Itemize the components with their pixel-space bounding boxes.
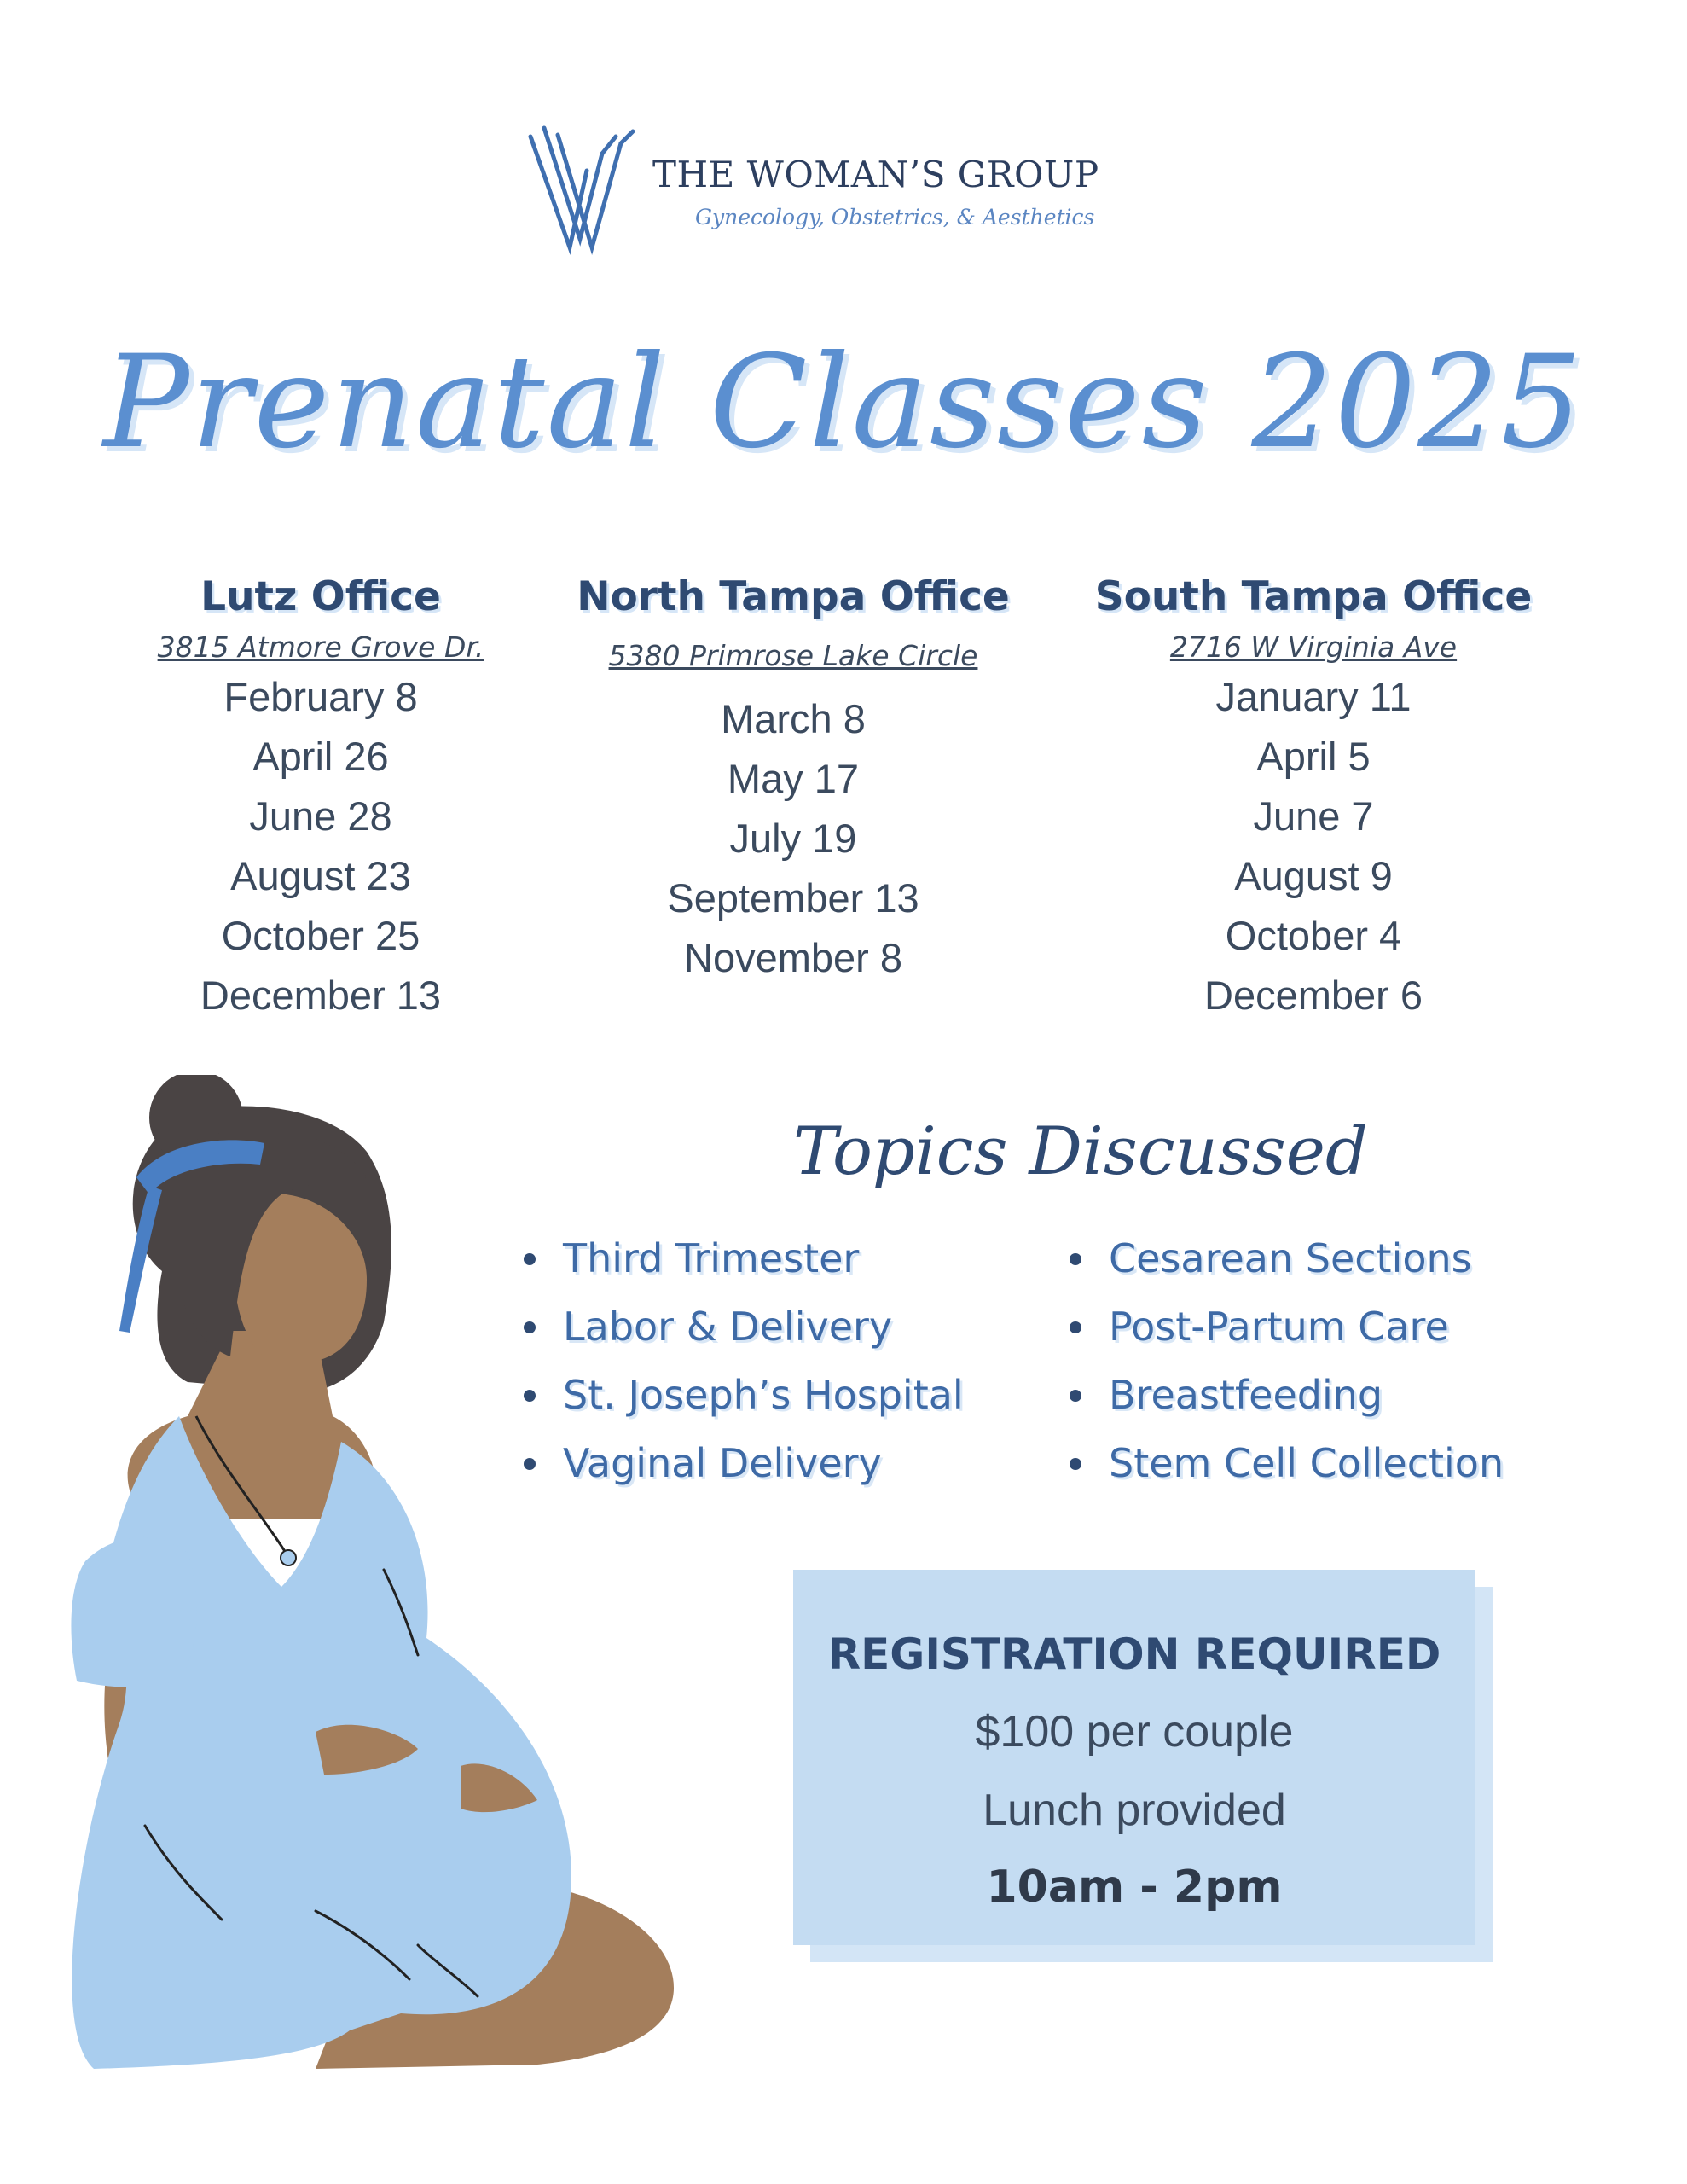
registration-lunch: Lunch provided [983, 1786, 1286, 1835]
class-date: August 23 [230, 853, 411, 898]
topic-item: Breastfeeding [1064, 1361, 1504, 1429]
class-date: June 28 [249, 793, 392, 839]
date-list [56, 667, 585, 1025]
class-date: May 17 [727, 756, 860, 801]
class-date: December 6 [1204, 973, 1423, 1018]
class-date: October 4 [1225, 913, 1402, 958]
topics-title: Topics Discussed [793, 1113, 1368, 1190]
office-address: 5380 Primrose Lake Circle [608, 639, 978, 672]
registration-box [793, 1570, 1475, 1945]
office-name: Lutz Office [200, 573, 441, 620]
topic-item: Vaginal Delivery [519, 1429, 964, 1497]
class-date: November 8 [684, 935, 902, 980]
class-date: September 13 [667, 875, 919, 921]
class-date: April 5 [1256, 734, 1371, 779]
registration-price: $100 per couple [975, 1707, 1294, 1757]
page-title: Prenatal Classes 2025 [102, 328, 1585, 477]
office-address: 3815 Atmore Grove Dr. [157, 630, 484, 664]
topics-list-right [1064, 1224, 1504, 1497]
office-name: North Tampa Office [577, 573, 1010, 620]
office-address: 2716 W Virginia Ave [1169, 630, 1458, 664]
office-column-north-tampa [529, 573, 1058, 988]
class-date: December 13 [200, 973, 442, 1018]
date-list [529, 689, 1058, 988]
office-column-south-tampa [1049, 573, 1578, 1025]
topic-item: Stem Cell Collection [1064, 1429, 1504, 1497]
logo-tagline: Gynecology, Obstetrics, & Aesthetics [695, 205, 1095, 229]
class-date: March 8 [721, 696, 866, 741]
registration-heading: REGISTRATION REQUIRED [827, 1629, 1441, 1679]
registration-time: 10am - 2pm [986, 1862, 1283, 1913]
class-date: April 26 [252, 734, 389, 779]
logo-name: THE WOMAN’S GROUP [652, 154, 1099, 195]
class-date: June 7 [1253, 793, 1374, 839]
class-date: February 8 [223, 674, 418, 719]
topic-item: Third Trimester [519, 1224, 964, 1292]
logo-w-mark-icon [520, 119, 648, 256]
class-date: July 19 [729, 816, 857, 861]
office-name: South Tampa Office [1094, 573, 1533, 620]
class-date: August 9 [1234, 853, 1393, 898]
topic-item: Labor & Delivery [519, 1292, 964, 1361]
date-list [1049, 667, 1578, 1025]
office-column-lutz [56, 573, 585, 1025]
topics-list-left [519, 1224, 964, 1497]
topic-item: Cesarean Sections [1064, 1224, 1504, 1292]
logo [520, 119, 1168, 256]
class-date: January 11 [1215, 674, 1412, 719]
class-date: October 25 [221, 913, 420, 958]
topic-item: St. Joseph’s Hospital [519, 1361, 964, 1429]
topic-item: Post-Partum Care [1064, 1292, 1504, 1361]
